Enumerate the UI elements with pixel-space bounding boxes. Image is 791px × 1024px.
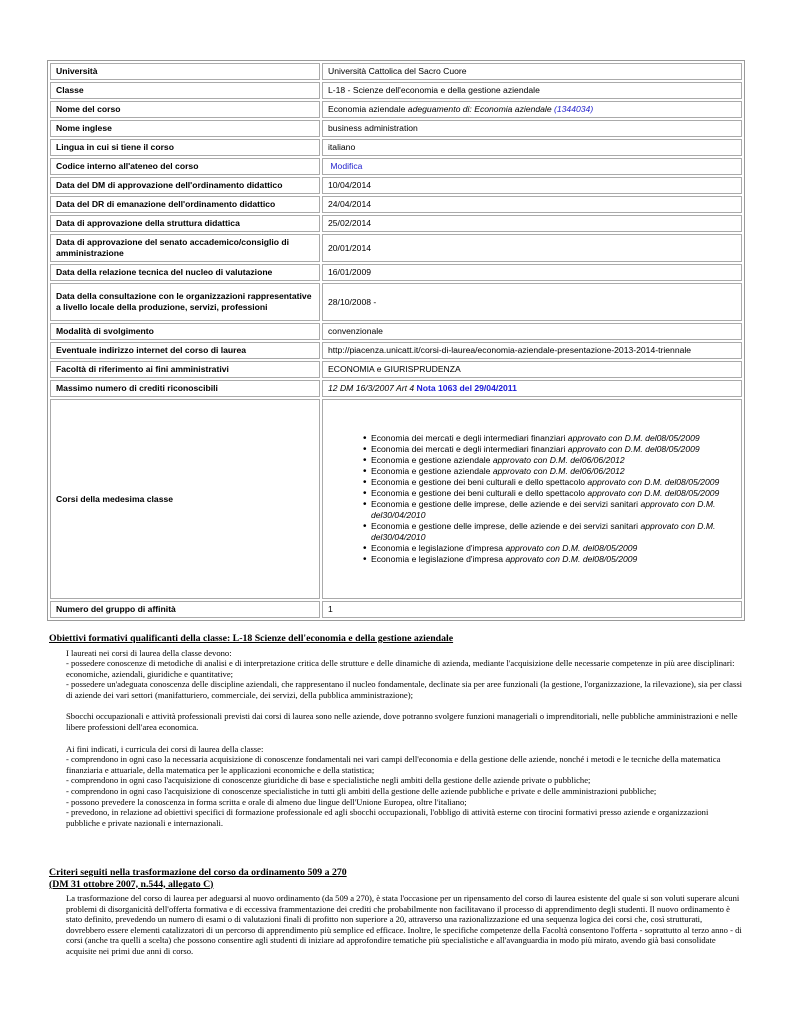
course-name: Economia aziendale <box>328 104 406 114</box>
row-value: 25/02/2014 <box>322 215 742 232</box>
obiettivi-body <box>66 648 743 829</box>
row-value: L-18 - Scienze dell'economia e della gestione aziendale <box>322 82 742 99</box>
course-title: Economia e legislazione d'impresa <box>371 554 504 564</box>
row-label: Numero del gruppo di affinità <box>50 601 320 618</box>
criteri-section <box>49 867 743 957</box>
paragraph: Sbocchi occupazionali e attività professionali previsti dai corsi di laurea sono nelle aziende, dove potranno svolgere funzioni manageriali o imprenditoriali, nelle pubbliche amministrazioni e nelle libere professioni dell'area economica. <box>66 711 738 733</box>
list-item <box>371 499 736 521</box>
row-label: Data della relazione tecnica del nucleo di valutazione <box>50 264 320 281</box>
table-row <box>50 196 742 213</box>
table-row <box>50 63 742 80</box>
course-title: Economia e gestione aziendale <box>371 466 491 476</box>
row-value: 1 <box>322 601 742 618</box>
row-value: convenzionale <box>322 323 742 340</box>
list-item <box>371 477 736 488</box>
row-value: 10/04/2014 <box>322 177 742 194</box>
same-class-courses-list <box>328 433 736 565</box>
obiettivi-section <box>49 633 743 828</box>
row-label: Nome del corso <box>50 101 320 118</box>
paragraph: - possedere conoscenze di metodiche di analisi e di interpretazione critica delle strutture e delle dinamiche di azienda, mediante l'acquisizione delle necessarie competenze in più aree disciplinari: economiche, aziendali, giuridiche e quantitative; <box>66 658 735 679</box>
list-item <box>371 444 736 455</box>
approval-note: approvato con D.M. del08/05/2009 <box>587 477 720 487</box>
table-row <box>50 342 742 359</box>
approval-note: approvato con D.M. del08/05/2009 <box>567 444 700 454</box>
table-row <box>50 101 742 118</box>
paragraph: - comprendono in ogni caso l'acquisizione di conoscenze giuridiche di base e specialistiche negli ambiti della gestione delle aziende private o pubbliche; <box>66 775 591 786</box>
paragraph: Ai fini indicati, i curricula dei corsi di laurea della classe: <box>66 743 264 754</box>
row-value: Università Cattolica del Sacro Cuore <box>322 63 742 80</box>
row-label: Lingua in cui si tiene il corso <box>50 139 320 156</box>
list-item <box>371 466 736 477</box>
paragraph: I laureati nei corsi di laurea della classe devono: <box>66 647 232 658</box>
table-row <box>50 158 742 175</box>
course-title: Economia e legislazione d'impresa <box>371 543 504 553</box>
row-value: 28/10/2008 - <box>322 283 742 321</box>
obiettivi-title: Obiettivi formativi qualificanti della classe: L-18 Scienze dell'economia e della gestione aziendale <box>49 633 454 644</box>
table-row <box>50 139 742 156</box>
list-item <box>371 554 736 565</box>
table-row <box>50 234 742 262</box>
paragraph: - prevedono, in relazione ad obiettivi specifici di formazione professionale ed agli sbocchi occupazionali, l'obbligo di attività esterne con tirocini formativi presso aziende e organizzazioni pubbliche e private nazionali e internazionali. <box>66 807 709 828</box>
table-row <box>50 361 742 378</box>
table-row <box>50 215 742 232</box>
table-row <box>50 82 742 99</box>
row-label: Classe <box>50 82 320 99</box>
row-label: Eventuale indirizzo internet del corso di laurea <box>50 342 320 359</box>
course-title: Economia e gestione delle imprese, delle aziende e dei servizi sanitari <box>371 499 639 509</box>
approval-note: approvato con D.M. del06/06/2012 <box>492 466 625 476</box>
row-label: Facoltà di riferimento ai fini amministrativi <box>50 361 320 378</box>
list-item <box>371 521 736 543</box>
row-value: 24/04/2014 <box>322 196 742 213</box>
row-value: italiano <box>322 139 742 156</box>
row-value <box>322 101 742 118</box>
row-value: ECONOMIA e GIURISPRUDENZA <box>322 361 742 378</box>
adjustment-note: adeguamento di: Economia aziendale <box>407 104 552 114</box>
row-label: Data di approvazione della struttura didattica <box>50 215 320 232</box>
course-title: Economia e gestione delle imprese, delle aziende e dei servizi sanitari <box>371 521 639 531</box>
table-row <box>50 399 742 599</box>
paragraph: - possedere un'adeguata conoscenza delle discipline aziendali, che rappresentano il nucleo fondamentale, declinate sia per aree funzionali (la gestione, l'organizzazione, la rilevazione), sia per classi di aziende dei vari settori (manifatturiero, commerciale, dei servizi, della pubblica amministrazione); <box>66 679 743 700</box>
course-title: Economia dei mercati e degli intermediari finanziari <box>371 433 566 443</box>
row-value <box>322 399 742 599</box>
course-title: Economia dei mercati e degli intermediari finanziari <box>371 444 566 454</box>
approval-note: approvato con D.M. del30/04/2010 <box>371 499 716 520</box>
row-label: Data di approvazione del senato accademico/consiglio di amministrazione <box>50 234 320 262</box>
row-label: Università <box>50 63 320 80</box>
row-label: Nome inglese <box>50 120 320 137</box>
credits-note: 12 DM 16/3/2007 Art 4 <box>328 383 415 393</box>
paragraph: - comprendono in ogni caso l'acquisizione di conoscenze specialistiche in tutti gli ambiti della gestione delle aziende pubbliche e private e delle amministrazioni pubbliche; <box>66 786 657 797</box>
modifica-link[interactable]: Modifica <box>330 161 363 171</box>
row-value: 16/01/2009 <box>322 264 742 281</box>
approval-note: approvato con D.M. del08/05/2009 <box>587 488 720 498</box>
row-label: Data del DM di approvazione dell'ordinamento didattico <box>50 177 320 194</box>
row-label: Corsi della medesima classe <box>50 399 320 599</box>
course-title: Economia e gestione dei beni culturali e dello spettacolo <box>371 488 586 498</box>
list-item <box>371 455 736 466</box>
course-info-table <box>47 60 745 621</box>
row-label: Codice interno all'ateneo del corso <box>50 158 320 175</box>
row-value <box>322 158 742 175</box>
approval-note: approvato con D.M. del30/04/2010 <box>371 521 716 542</box>
table-row <box>50 380 742 397</box>
row-value: business administration <box>322 120 742 137</box>
criteri-subtitle: (DM 31 ottobre 2007, n.544, allegato C) <box>49 878 214 890</box>
table-row <box>50 177 742 194</box>
criteri-title: Criteri seguiti nella trasformazione del corso da ordinamento 509 a 270 <box>49 867 347 878</box>
list-item <box>371 543 736 554</box>
course-title: Economia e gestione dei beni culturali e dello spettacolo <box>371 477 586 487</box>
paragraph: - comprendono in ogni caso la necessaria acquisizione di conoscenze fondamentali nei vari campi dell'economia e della gestione delle aziende, nonché i metodi e le tecniche della matematica finanziaria e attuariale, della matematica per le applicazioni economiche e della statistica; <box>66 754 721 775</box>
row-label: Data del DR di emanazione dell'ordinamento didattico <box>50 196 320 213</box>
paragraph: La trasformazione del corso di laurea per adeguarsi al nuovo ordinamento (da 509 a 270), è stata l'occasione per un ripensamento del corso di laurea esistente del quale si son voluti superare alcuni problemi di disorganicità dell'offerta formativa e di eccessiva frammentazione dei crediti che probabilmente non facilitavano il processo di apprendimento degli studenti. Il nuovo ordinamento è stato definito, prevedendo un numero di esami o di valutazioni finali di profitto non superiore a 20, attraverso una razionalizzazione ed una sequenza logica dei corsi che, così strutturati, dovrebbero essere elementi catalizzatori di un percorso di apprendimento più semplice ed efficace. Inoltre, le specifiche competenze della Facoltà consentono l'offerta - soprattutto al terzo anno - di corsi (anche tra quelli a scelta) che possono consentire agli studenti di iniziare ad approfondire tematiche più specialistiche e all'avanguardia in modo più mirato, avendo già basi consolidate acquisite nei primi due anni di corso. <box>66 893 742 956</box>
row-value <box>322 380 742 397</box>
course-title: Economia e gestione aziendale <box>371 455 491 465</box>
table-row <box>50 283 742 321</box>
nota-link[interactable]: Nota 1063 del 29/04/2011 <box>416 383 517 393</box>
table-row <box>50 323 742 340</box>
row-value: 20/01/2014 <box>322 234 742 262</box>
approval-note: approvato con D.M. del06/06/2012 <box>492 455 625 465</box>
row-value[interactable]: http://piacenza.unicatt.it/corsi-di-laurea/economia-aziendale-presentazione-2013-2014-triennale <box>322 342 742 359</box>
list-item <box>371 433 736 444</box>
row-label: Massimo numero di crediti riconoscibili <box>50 380 320 397</box>
list-item <box>371 488 736 499</box>
course-code-link[interactable]: (1344034) <box>554 104 594 114</box>
approval-note: approvato con D.M. del08/05/2009 <box>505 554 638 564</box>
approval-note: approvato con D.M. del08/05/2009 <box>567 433 700 443</box>
row-label: Modalità di svolgimento <box>50 323 320 340</box>
paragraph: - possono prevedere la conoscenza in forma scritta e orale di almeno due lingue dell'Unione Europea, oltre l'italiano; <box>66 796 467 807</box>
criteri-body <box>66 893 743 957</box>
approval-note: approvato con D.M. del08/05/2009 <box>505 543 638 553</box>
table-row <box>50 264 742 281</box>
table-row <box>50 601 742 618</box>
row-label: Data della consultazione con le organizzazioni rappresentative a livello locale della produzione, servizi, professioni <box>50 283 320 321</box>
table-row <box>50 120 742 137</box>
